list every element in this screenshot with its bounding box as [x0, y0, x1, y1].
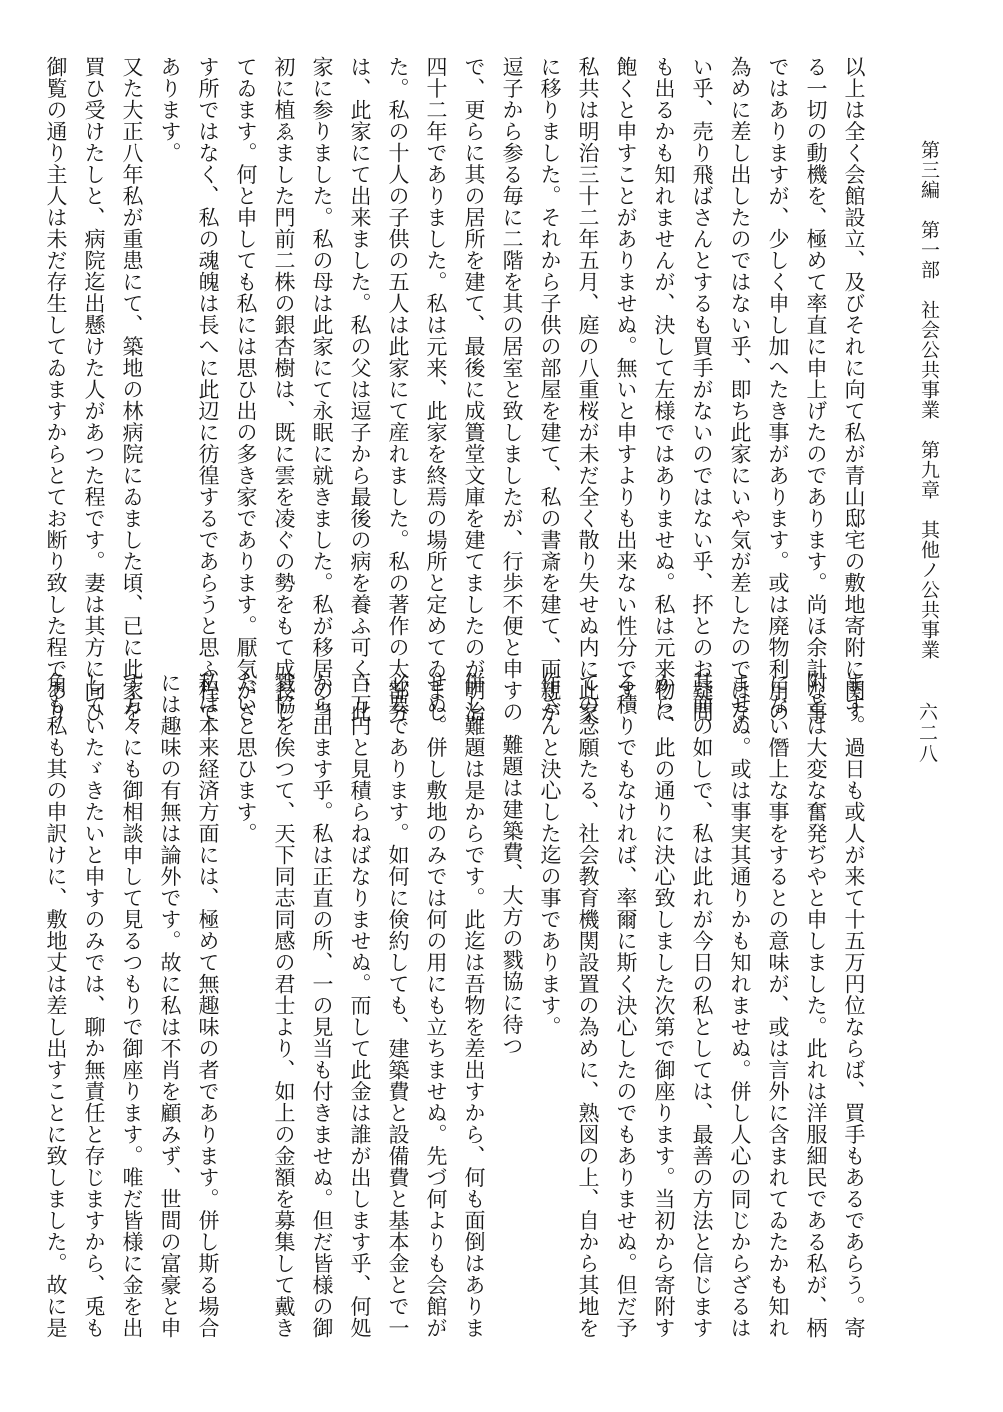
text-column: い乎、売り飛ばさんとするも買手がないのではない乎、抔とのお疑問 — [690, 56, 714, 723]
text-column: 其面の如しで、私は此れが今日の私としては、最善の方法と信じます — [690, 672, 714, 1339]
text-column: せぬ。併し敷地のみでは何の用にも立ちませぬ。先づ何よりも会館が — [424, 672, 448, 1339]
text-column: から、此の通りに決心致しました次第で御座ります。当初から寄附す — [652, 672, 676, 1339]
text-column: 私共は明治三十二年五月、庭の八重桜が未だ全く散り失せぬ内に此家 — [576, 56, 600, 723]
running-header: 第三編 第一部 社会公共事業 第九章 其他ノ公共事業 — [918, 140, 940, 660]
text-column: 必要であります。如何に倹約しても、建築費と設備費と基本金とで一 — [386, 672, 410, 1339]
text-column: 初に植ゑました門前二株の銀杏樹は、既に雲を凌ぐの勢をもて成長し — [272, 56, 296, 723]
text-column: から出ます乎。私は正直の所、一の見当も付きませぬ。但だ皆様の御 — [310, 672, 334, 1339]
text-column: で、更らに其の居所を建て、最後に成簣堂文庫を建てましたのが明治 — [462, 56, 486, 723]
text-column: 角も私も其の申訳けに、敷地丈は差し出すことに致しました。故に是 — [44, 672, 68, 1339]
text-column: 逗子から参る毎に二階を其の居室と致しましたが、行歩不便と申すの — [500, 56, 524, 723]
text-column: 以上は全く会館設立、及びそれに向て私が青山邸宅の敷地寄附に関す — [842, 56, 866, 723]
page-number: 六二八 — [916, 702, 938, 765]
text-column: も出るかも知れませんが、決して左様ではありませぬ。私は元来物に — [652, 56, 676, 723]
text-column: に移りました。それから子供の部屋を建て、私の書斎を建て、両親が — [538, 56, 562, 723]
text-column: ての念願たる、社会教育機関設置の為めに、熟図の上、自から其地を — [576, 672, 600, 1339]
text-column: していたゞきたいと申すのみでは、聊か無責任と存じますから、兎も — [82, 672, 106, 1339]
text-column: 私は本来経済方面には、極めて無趣味の者であります。併し斯る場合 — [196, 672, 220, 1339]
text-column: 又た大正八年私が重患にて、築地の林病院にゐました頃、已に此家を — [120, 56, 144, 723]
text-column: 附とは大変な奮発ぢやと申しました。此れは洋服細民である私が、柄 — [804, 672, 828, 1339]
text-column: ませぬ。或は事実其通りかも知れませぬ。併し人心の同じからざるは — [728, 672, 752, 1339]
text-column: 為めに差し出したのではない乎、即ち此家にいや気が差したのではな — [728, 56, 752, 723]
text-column: る積りでもなければ、率爾に斯く決心したのでもありませぬ。但だ予 — [614, 672, 638, 1339]
text-column: 戮協を俟つて、天下同志同感の君士より、如上の金額を募集して戴き — [272, 672, 296, 1339]
text-column: 併し難題は是からです。此迄は吾物を差出すから、何も面倒はありま — [462, 672, 486, 1339]
text-column: ではありますが、少しく申し加へたき事があります。或は廃物利用の — [766, 56, 790, 723]
text-column: ます。過日も或人が来て十五万円位ならば、買手もあるであらう。寄 — [842, 672, 866, 1339]
text-column: 御覧の通り主人は未だ存生してゐますからとてお断り致した程であり — [44, 56, 68, 723]
text-column: る一切の動機を、極めて率直に申上げたのであります。尚ほ余計な事 — [804, 56, 828, 723]
text-column: 飽くと申すことがありませぬ。無いと申すよりも出来ない性分です。 — [614, 56, 638, 723]
text-column: には趣味の有無は論外です。故に私は不肖を顧みず、世間の富豪と申 — [158, 672, 182, 1339]
text-column: 四十二年でありました。私は元来、此家を終焉の場所と定めてゐまし — [424, 56, 448, 723]
text-column: 家に参りました。私の母は此家にて永眠に就きました。私が移居の当 — [310, 56, 334, 723]
text-column: た。私の十人の子供の五人は此家にて産れました。私の著作の大部分 — [386, 56, 410, 723]
text-column: す方々にも御相談申して見るつもりで御座ります。唯だ皆様に金を出 — [120, 672, 144, 1339]
text-column: あります。 — [158, 56, 182, 164]
bottom-text-block — [37, 672, 873, 1339]
text-column: 作さんと決心した迄の事であります。 — [538, 672, 562, 1038]
text-column: 百万円と見積らねばなりませぬ。而して此金は誰が出します乎、何処 — [348, 672, 372, 1339]
section-heading: 難題は建築費、大方の戮協に待つ — [500, 734, 524, 1057]
text-column: てゐます。何と申しても私には思ひ出の多き家であります。厭気がさ — [234, 56, 258, 723]
text-column: たいと思ひます。 — [234, 672, 258, 844]
text-column: は、此家にて出来ました。私の父は逗子から最後の病を養ふ可く、此 — [348, 56, 372, 723]
text-column: にない僭上な事をするとの意味が、或は言外に含まれてゐたかも知れ — [766, 672, 790, 1339]
text-column: す所ではなく、私の魂魄は長へに此辺に彷徨するであらうと思ふ程で — [196, 56, 220, 723]
text-column: 買ひ受けたしと、病院迄出懸けた人があつた程です。妻は其方に向ひ — [82, 56, 106, 723]
top-text-block — [37, 56, 873, 723]
